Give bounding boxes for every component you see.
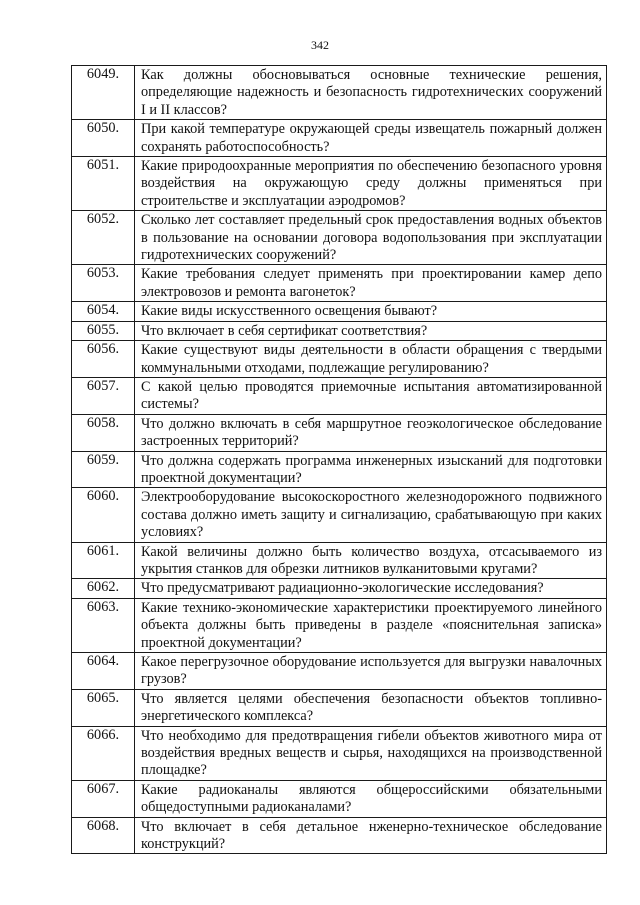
- question-text: Какой величины должно быть количество воздуха, отсасываемого из укрытия станков для обрезки литников вулканитовыми кругами?: [135, 542, 607, 579]
- page-number: 342: [311, 38, 329, 52]
- table-row: [72, 66, 607, 120]
- question-number: 6064.: [72, 653, 135, 690]
- table-row: [72, 542, 607, 579]
- question-number: 6066.: [72, 726, 135, 780]
- table-row: [72, 653, 607, 690]
- question-text: Что должно включать в себя маршрутное геоэкологическое обследование застроенных территорий?: [135, 414, 607, 451]
- question-text: С какой целью проводятся приемочные испытания автоматизированной системы?: [135, 377, 607, 414]
- question-text: Что включает в себя детальное нженерно-техническое обследование конструкций?: [135, 817, 607, 854]
- table-row: [72, 321, 607, 340]
- question-number: 6065.: [72, 689, 135, 726]
- table-row: [72, 414, 607, 451]
- table-row: [72, 157, 607, 211]
- question-number: 6053.: [72, 265, 135, 302]
- question-number: 6057.: [72, 377, 135, 414]
- question-text: Что должна содержать программа инженерных изысканий для подготовки проектной документации?: [135, 451, 607, 488]
- question-number: 6061.: [72, 542, 135, 579]
- table-row: [72, 598, 607, 652]
- question-text: Какие виды искусственного освещения бывают?: [135, 302, 607, 321]
- table-row: [72, 265, 607, 302]
- question-number: 6059.: [72, 451, 135, 488]
- question-number: 6052.: [72, 211, 135, 265]
- table-row: [72, 488, 607, 542]
- table-row: [72, 726, 607, 780]
- table-row: [72, 780, 607, 817]
- question-text: Какие существуют виды деятельности в области обращения с твердыми коммунальными отходами, подлежащие регулированию?: [135, 341, 607, 378]
- table-row: [72, 377, 607, 414]
- question-text: Электрооборудование высокоскоростного железнодорожного подвижного состава должно иметь защиту и сигнализацию, срабатывающую при каких условиях?: [135, 488, 607, 542]
- question-number: 6062.: [72, 579, 135, 598]
- question-text: Что включает в себя сертификат соответствия?: [135, 321, 607, 340]
- question-text: Какие требования следует применять при проектировании камер депо электровозов и ремонта вагонеток?: [135, 265, 607, 302]
- question-number: 6050.: [72, 120, 135, 157]
- question-number: 6068.: [72, 817, 135, 854]
- table-row: [72, 451, 607, 488]
- table-row: [72, 579, 607, 598]
- question-text: Какие природоохранные мероприятия по обеспечению безопасного уровня воздействия на окружающую среду должны применяться при строительстве и эксплуатации аэродромов?: [135, 157, 607, 211]
- table-row: [72, 817, 607, 854]
- question-text: При какой температуре окружающей среды извещатель пожарный должен сохранять работоспособность?: [135, 120, 607, 157]
- question-number: 6060.: [72, 488, 135, 542]
- question-number: 6058.: [72, 414, 135, 451]
- question-text: Что является целями обеспечения безопасности объектов топливно-энергетического комплекса?: [135, 689, 607, 726]
- table-row: [72, 341, 607, 378]
- question-number: 6051.: [72, 157, 135, 211]
- question-number: 6056.: [72, 341, 135, 378]
- question-number: 6063.: [72, 598, 135, 652]
- question-number: 6054.: [72, 302, 135, 321]
- table-row: [72, 689, 607, 726]
- table-row: [72, 120, 607, 157]
- question-text: Какие радиоканалы являются общероссийскими обязательными общедоступными радиоканалами?: [135, 780, 607, 817]
- question-text: Сколько лет составляет предельный срок предоставления водных объектов в пользование на основании договора водопользования при эксплуатации гидротехнических сооружений?: [135, 211, 607, 265]
- table-row: [72, 302, 607, 321]
- question-text: Как должны обосновываться основные технические решения, определяющие надежность и безопасность гидротехнических сооружений I и II классов?: [135, 66, 607, 120]
- question-text: Что предусматривают радиационно-экологические исследования?: [135, 579, 607, 598]
- question-number: 6055.: [72, 321, 135, 340]
- table-row: [72, 211, 607, 265]
- question-number: 6049.: [72, 66, 135, 120]
- question-text: Какое перегрузочное оборудование используется для выгрузки навалочных грузов?: [135, 653, 607, 690]
- question-text: Что необходимо для предотвращения гибели объектов животного мира от воздействия вредных веществ и сырья, находящихся на производственной площадке?: [135, 726, 607, 780]
- question-number: 6067.: [72, 780, 135, 817]
- question-text: Какие технико-экономические характеристики проектируемого линейного объекта должны быть приведены в разделе «пояснительная записка» проектной документации?: [135, 598, 607, 652]
- questions-table: [71, 65, 607, 854]
